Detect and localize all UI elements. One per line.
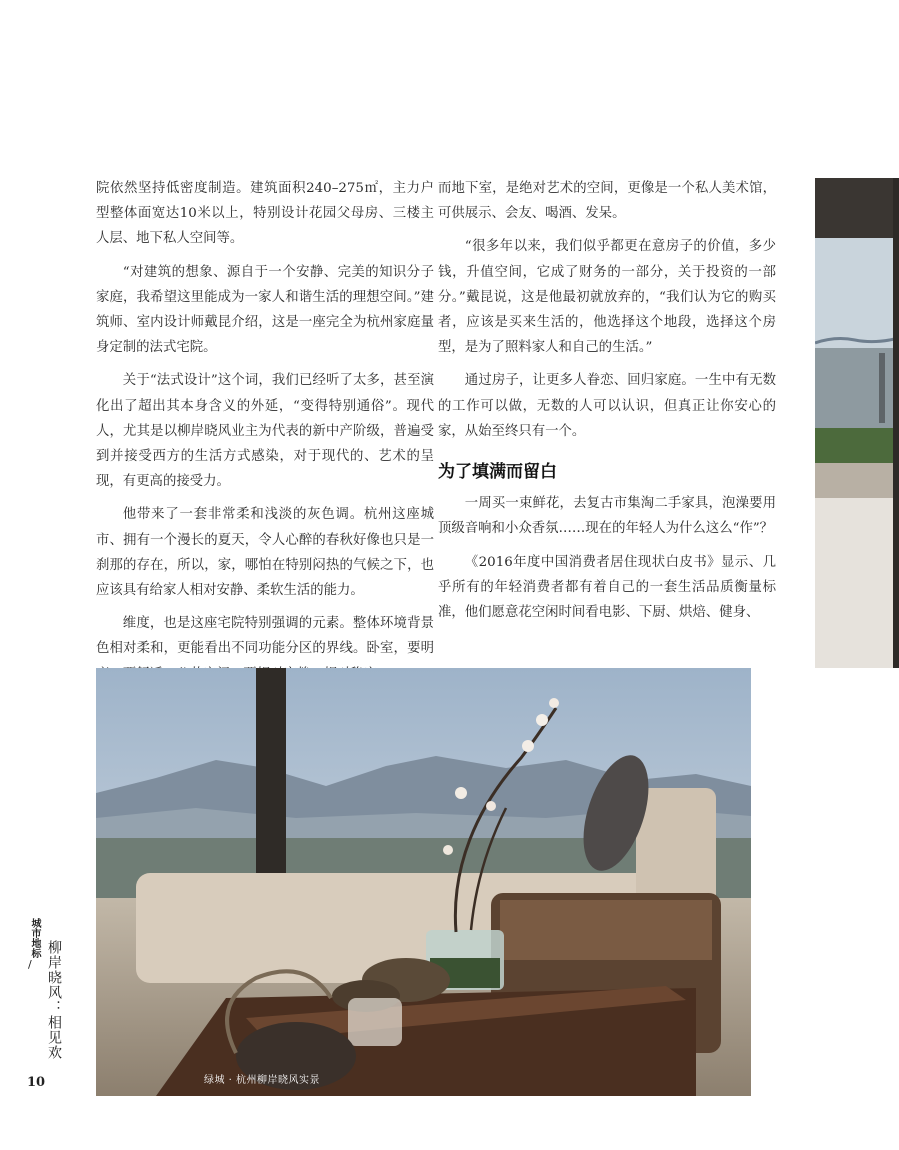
paragraph: 维度，也是这座宅院特别强调的元素。整体环境背景色相对柔和，更能看出不同功能分区的界线。卧室，要明 [96, 616, 434, 657]
interior-photo [96, 668, 751, 1096]
side-photo-balcony-view [815, 178, 899, 668]
paragraph: “很多年以来，我们似乎都更在意房子的价值，多少钱，升值空间，它成了财务的一部分，关于投资的一部分。”戴昆说，这是他最初就放弃的，“我们认为它的购买者，应该是买来生活的，他选择这个地段，选择这个房型，是为了照料家人和自己的生活。” [438, 239, 776, 356]
right-text-column [438, 176, 776, 633]
paragraph: 一周买一束鲜花，去复古市集淘二手家具，泡澡要用顶级音响和小众香氛……现在的年轻人为什么这么“作”？ [438, 496, 776, 537]
paragraph: 《2016年度中国消费者居住现状白皮书》显示、几乎所有的年轻消费者都有着自己的一套生活品质衡量标准，他们愿意花空闲时间看电影、下厨、烘焙、健身、 [438, 554, 776, 621]
paragraph: “对建筑的想象、源自于一个安静、完美的知识分子家庭，我希望这里能成为一家人和谐生活的理想空间。”建筑师、室内设计师戴昆介绍，这是一座完全为杭州家庭量身定制的法式宅院。 [96, 264, 434, 356]
section-label: 城市地标 [29, 918, 40, 958]
section-divider: / [28, 958, 32, 971]
paragraph: 而地下室，是绝对艺术的空间，更像是一个私人美术馆，可供展示、会友、喝酒、发呆。 [438, 181, 776, 222]
article-title: 柳岸晓风：相见欢 [46, 940, 62, 1060]
paragraph: 他带来了一套非常柔和浅淡的灰色调。杭州这座城市、拥有一个漫长的夏天，令人心醉的春秋好像也只是一刹那的存在，所以，家，哪怕在特别闷热的气候之下，也应该具有给家人相对安静、柔软生活的能力。 [96, 507, 434, 599]
paragraph: 关于“法式设计”这个词，我们已经听了太多，甚至演化出了超出其本身含义的外延，“变得特别通俗”。现代人，尤其是以柳岸晓风业主为代表的新中产阶级，普遍受到并接受西方的生活方式感染，对于现代的、艺术的呈现，有更高的接受力。 [96, 373, 434, 490]
left-text-column [96, 176, 434, 695]
paragraph: 通过房子，让更多人眷恋、回归家庭。一生中有无数的工作可以做，无数的人可以认识，但真正让你安心的家，从始至终只有一个。 [438, 373, 776, 439]
page-number: 10 [27, 1075, 46, 1090]
section-heading: 为了填满而留白 [438, 462, 557, 483]
paragraph: 院依然坚持低密度制造。建筑面积240–275㎡，主力户型整体面宽达10米以上，特别设计花园父母房、三楼主人层、地下私人空间等。 [96, 181, 434, 247]
photo-caption: 绿城 · 杭州柳岸晓风实景 [204, 1075, 321, 1086]
